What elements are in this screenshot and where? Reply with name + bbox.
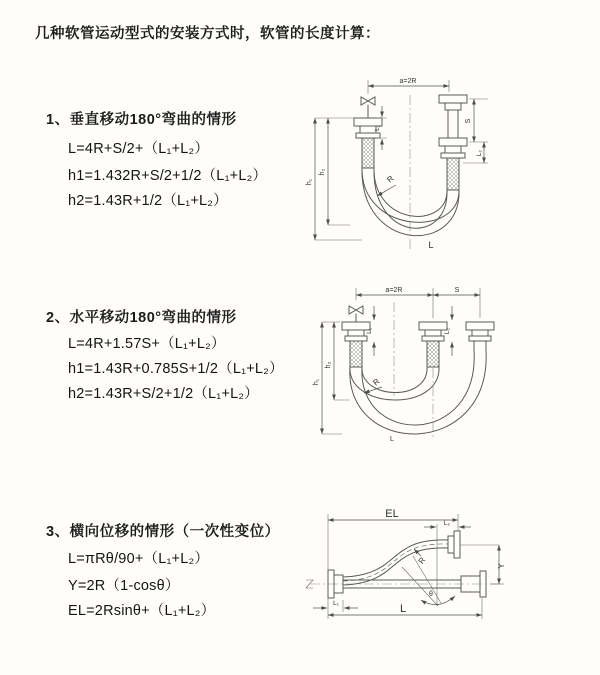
section-3-formula-Y: Y=2R（1-cosθ） (68, 578, 180, 594)
dim-label-L1: L₁ (333, 600, 339, 607)
section-2-formula-h2: h2=1.43R+S/2+1/2（L₁+L₂） (68, 386, 259, 402)
middle-fitting (419, 322, 447, 367)
dim-label-S: S (465, 118, 472, 124)
valve-icon (349, 306, 363, 322)
dim-label-L2: L₂ (444, 327, 451, 335)
diagram-horizontal-movement-180-bend (310, 283, 545, 445)
dim-label-S: S (454, 287, 460, 294)
dim-label-a2R: a=2R (385, 287, 403, 294)
section-3-heading: 3、横向位移的情形（一次性变位） (46, 524, 280, 540)
section-1-heading: 1、垂直移动180°弯曲的情形 (46, 112, 237, 128)
angle-label-theta: θ (429, 591, 433, 598)
valve-icon (361, 97, 375, 118)
construction-lines (402, 524, 441, 606)
radius-label-R: R (416, 555, 428, 566)
diagram-lateral-displacement (300, 500, 590, 655)
diagram-vertical-movement-180-bend (300, 75, 545, 260)
radius-label-R: R (371, 376, 382, 388)
section-2-formula-L: L=4R+1.57S+（L₁+L₂） (68, 336, 226, 352)
dim-label-EL: EL (385, 508, 399, 520)
dim-label-L-bottom: L (399, 603, 407, 615)
dim-label-L1: L₁ (366, 328, 373, 334)
section-1-formula-L: L=4R+S/2+（L₁+L₂） (68, 141, 210, 157)
right-fitting (439, 95, 467, 190)
upper-fitting-displaced (448, 531, 460, 558)
section-3-formula-L: L=πRθ/90+（L₁+L₂） (68, 551, 210, 567)
s-curve-hose (343, 540, 448, 585)
right-fitting-displaced (466, 322, 494, 350)
dim-label-Y: Y (497, 563, 506, 569)
u-bend-hose (350, 350, 486, 434)
dim-label-L-bottom: L (390, 436, 394, 443)
u-bend-hose (362, 168, 459, 236)
section-2-formula-h1: h1=1.43R+0.785S+1/2（L₁+L₂） (68, 361, 284, 377)
dim-label-L-bottom: L (428, 240, 434, 250)
section-2-heading: 2、水平移动180°弯曲的情形 (46, 310, 237, 326)
section-1-formula-h2: h2=1.43R+1/2（L₁+L₂） (68, 193, 228, 209)
dim-label-L1: L₁ (374, 125, 381, 131)
dim-label-h2: h₂ (319, 168, 326, 176)
dim-label-L2: L₂ (476, 149, 483, 157)
section-3-formula-EL: EL=2Rsinθ+（L₁+L₂） (68, 603, 216, 619)
dim-label-h2: h₂ (325, 361, 332, 369)
dim-label-a2R: a=2R (399, 78, 417, 85)
dim-label-L2: L₂ (443, 520, 451, 527)
dim-label-h1: h₁ (306, 178, 313, 186)
radius-label-R: R (385, 173, 396, 185)
page-title: 几种软管运动型式的安装方式时，软管的长度计算： (35, 26, 380, 42)
dim-label-h1: h₁ (313, 378, 320, 386)
section-1-formula-h1: h1=1.432R+S/2+1/2（L₁+L₂） (68, 168, 268, 184)
